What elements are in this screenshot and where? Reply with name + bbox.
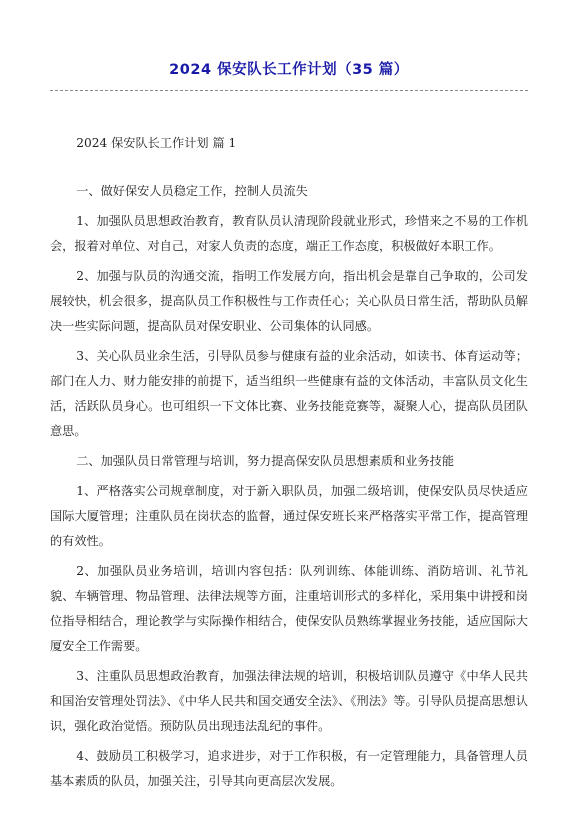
document-body <box>50 131 528 799</box>
paragraph: 3、注重队员思想政治教育，加强法律法规的培训，积极培训队员遵守《中华人民共和国治安管理处罚法》、《中华人民共和国交通安全法》、《刑法》等。引导队员提高思想认识，强化政治觉悟。预防队员出现违法乱纪的事件。 <box>50 669 528 733</box>
paragraph: 1、严格落实公司规章制度，对于新入职队员，加强二级培训，使保安队员尽快适应国际大厦管理；注重队员在岗状态的监督，通过保安班长来严格落实平常工作，提高管理的有效性。 <box>50 484 528 548</box>
section-heading-1: 一、做好保安人员稳定工作，控制人员流失 <box>76 184 308 198</box>
paragraph: 2、加强与队员的沟通交流，指明工作发展方向，指出机会是靠自己争取的，公司发展较快，机会很多，提高队员工作积极性与工作责任心；关心队员日常生活，帮助队员解决一些实际问题，提高队员对保安职业、公司集体的认同感。 <box>50 269 528 333</box>
document-title: 2024 保安队长工作计划（35 篇） <box>169 62 409 78</box>
title-divider <box>50 90 528 91</box>
section-subtitle: 2024 保安队长工作计划 篇 1 <box>76 136 237 150</box>
paragraph: 1、加强队员思想政治教育，教育队员认清现阶段就业形式，珍惜来之不易的工作机会，报着对单位、对自己，对家人负责的态度，端正工作态度，积极做好本职工作。 <box>50 214 528 253</box>
paragraph: 3、关心队员业余生活，引导队员参与健康有益的业余活动，如读书、体育运动等；部门在人力、财力能安排的前提下，适当组织一些健康有益的文体活动，丰富队员文化生活，活跃队员身心。也可组织一下文体比赛、业务技能竞赛等，凝聚人心，提高队员团队意思。 <box>50 349 528 438</box>
paragraph: 4、鼓励员工积极学习，追求进步，对于工作积极，有一定管理能力，具备管理人员基本素质的队员，加强关注，引导其向更高层次发展。 <box>50 749 528 788</box>
section-heading-2: 二、加强队员日常管理与培训，努力提高保安队员思想素质和业务技能 <box>76 454 455 468</box>
paragraph: 2、加强队员业务培训，培训内容包括：队列训练、体能训练、消防培训、礼节礼貌、车辆管理、物品管理、法律法规等方面，注重培训形式的多样化，采用集中讲授和岗位指导相结合，理论教学与实际操作相结合，使保安队员熟练掌握业务技能，适应国际大厦安全工作需要。 <box>50 564 528 653</box>
